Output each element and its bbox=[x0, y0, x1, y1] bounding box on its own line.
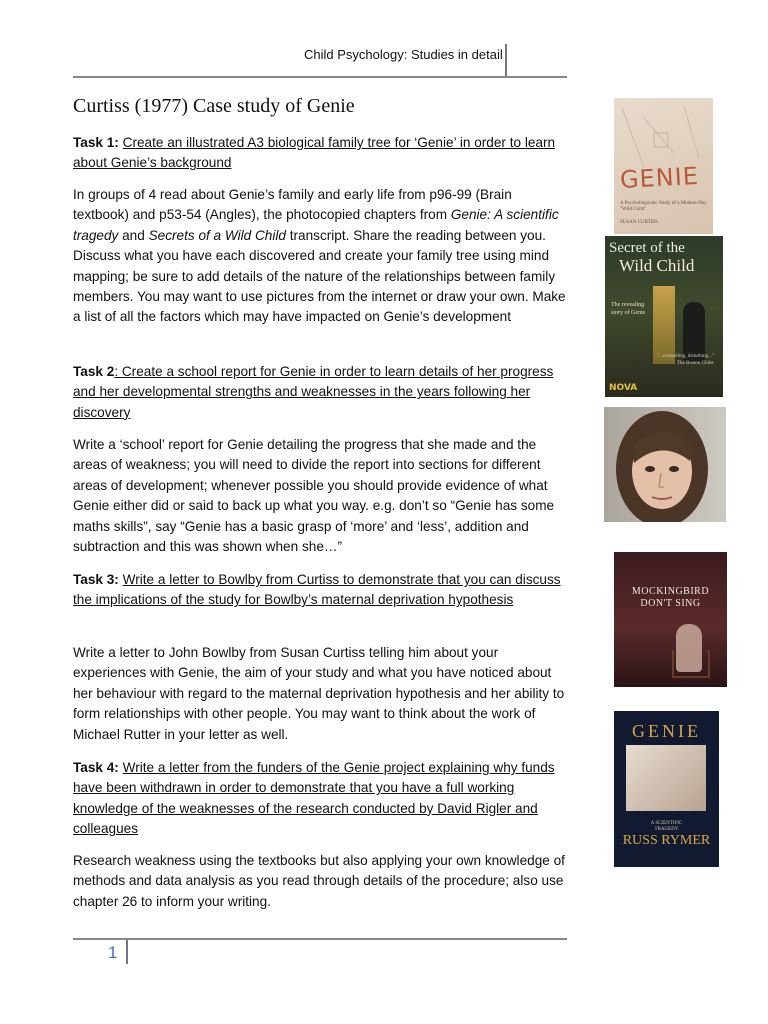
mockingbird-dont-sing-cover bbox=[614, 552, 727, 687]
task3-body: Write a letter to John Bowlby from Susan Curtiss telling him about your experiences with Genie, the aim of your study and what you have noticed about her behaviour with regard to the maternal deprivation hypothesis and her ability to form relationships with other people. You may want to think about the work of Michael Rutter in your letter as well. bbox=[73, 645, 565, 742]
cover1-subtitle: A Psycholinguistic Study of a Modern-Day "Wild Child" bbox=[620, 201, 707, 212]
task3-label: Task 3: bbox=[73, 572, 119, 587]
task2-heading-text: : Create a school report for Genie in order to learn details of her progress and her developmental strengths and weaknesses in the years following her discovery bbox=[73, 364, 554, 420]
cover2-tagline-line2: story of Genie bbox=[611, 310, 646, 316]
girl-portrait bbox=[604, 407, 726, 522]
task4-body: Research weakness using the textbooks but also applying your own knowledge of methods and data analysis as you read through details of the procedure; also use chapter 26 to inform your writing. bbox=[73, 853, 565, 909]
genie-curtiss-book-cover bbox=[614, 98, 713, 234]
genie-photo bbox=[604, 407, 726, 522]
task1-body-italic-1: Genie: A scientific tragedy bbox=[73, 207, 559, 243]
cover5-author: RUSS RYMER bbox=[622, 833, 711, 848]
task1-body bbox=[73, 185, 567, 328]
running-header: Child Psychology: Studies in detail bbox=[304, 47, 503, 62]
cover1-title: GENIE bbox=[619, 161, 700, 195]
chair bbox=[672, 650, 710, 678]
header-rule bbox=[73, 76, 567, 78]
cover2-quote-line2: The Boston Globe bbox=[677, 361, 714, 366]
cover5-subtitle-line2: TRAGEDY bbox=[654, 827, 679, 832]
task4-label: Task 4: bbox=[73, 760, 119, 775]
task2-heading bbox=[73, 362, 567, 423]
footer-rule bbox=[73, 938, 567, 940]
cover4-title-line2: DON'T SING bbox=[640, 598, 701, 609]
header-divider bbox=[505, 44, 507, 78]
task1-body-text-1: In groups of 4 read about Genie’s family and early life from p96-99 (Brain textbook) and p53-54 (Angles), the photocopied chapters from bbox=[73, 187, 512, 223]
nova-logo: NOVA bbox=[609, 383, 638, 393]
cover5-subtitle-line1: A SCIENTIFIC bbox=[650, 821, 683, 826]
genie-rymer-book-cover bbox=[614, 711, 719, 867]
task3-heading bbox=[73, 570, 567, 611]
cover1-author: SUSAN CURTISS bbox=[620, 220, 658, 225]
cover5-title: GENIE bbox=[632, 721, 701, 741]
page-number: 1 bbox=[108, 943, 118, 962]
footer-divider bbox=[126, 940, 128, 964]
task2-label: Task 2 bbox=[73, 364, 115, 379]
cover5-photo bbox=[626, 745, 706, 811]
cover4-title-line1: MOCKINGBIRD bbox=[631, 586, 710, 597]
task1-heading-text: Create an illustrated A3 biological family tree for ‘Genie’ in order to learn about Genie’s background bbox=[73, 135, 556, 171]
task1-body-italic-2: Secrets of a Wild Child bbox=[148, 227, 286, 243]
task1-body-text-2: and bbox=[118, 227, 149, 243]
cover2-quote-line1: "...compelling, disturbing..." bbox=[657, 354, 714, 359]
task1-label: Task 1: bbox=[73, 135, 119, 150]
task3-heading-text: Write a letter to Bowlby from Curtiss to demonstrate that you can discuss the implications of the study for Bowlby’s maternal deprivation hypothesis bbox=[73, 572, 561, 608]
task1-heading bbox=[73, 133, 567, 174]
task2-body: Write a ‘school’ report for Genie detailing the progress that she made and the areas of weakness; you will need to divide the report into sections for different areas of development; whenever possible you should provide evidence of what Genie either did or said to back up what you way. e.g. don’t so “Genie has some maths skills”, say “Genie has a basic grasp of ‘more’ and ‘less’, addition and subtraction and this was shown when she…” bbox=[73, 437, 555, 555]
secret-of-wild-child-cover bbox=[605, 236, 723, 397]
child-figure bbox=[683, 302, 705, 362]
page-title: Curtiss (1977) Case study of Genie bbox=[73, 95, 355, 117]
cover2-title-line1: Secret of the bbox=[609, 240, 685, 256]
cover2-title-line2: Wild Child bbox=[619, 256, 695, 275]
window-light bbox=[653, 286, 675, 364]
task1-body-text-3: transcript. Share the reading between you. Discuss what you have each discovered and create your family tree using mind mapping; be sure to add details of the nature of the relationships between family members. You may want to use pictures from the internet or draw your own. Make a list of all the factors which may have impacted on Genie’s development bbox=[73, 227, 566, 325]
task4-heading-text: Write a letter from the funders of the Genie project explaining why funds have been withdrawn in order to demonstrate that you have a full working knowledge of the weaknesses of the research conducted by David Rigler and colleagues bbox=[73, 760, 555, 837]
task4-heading bbox=[73, 758, 567, 840]
cover2-tagline-line1: The revealing bbox=[611, 302, 645, 308]
